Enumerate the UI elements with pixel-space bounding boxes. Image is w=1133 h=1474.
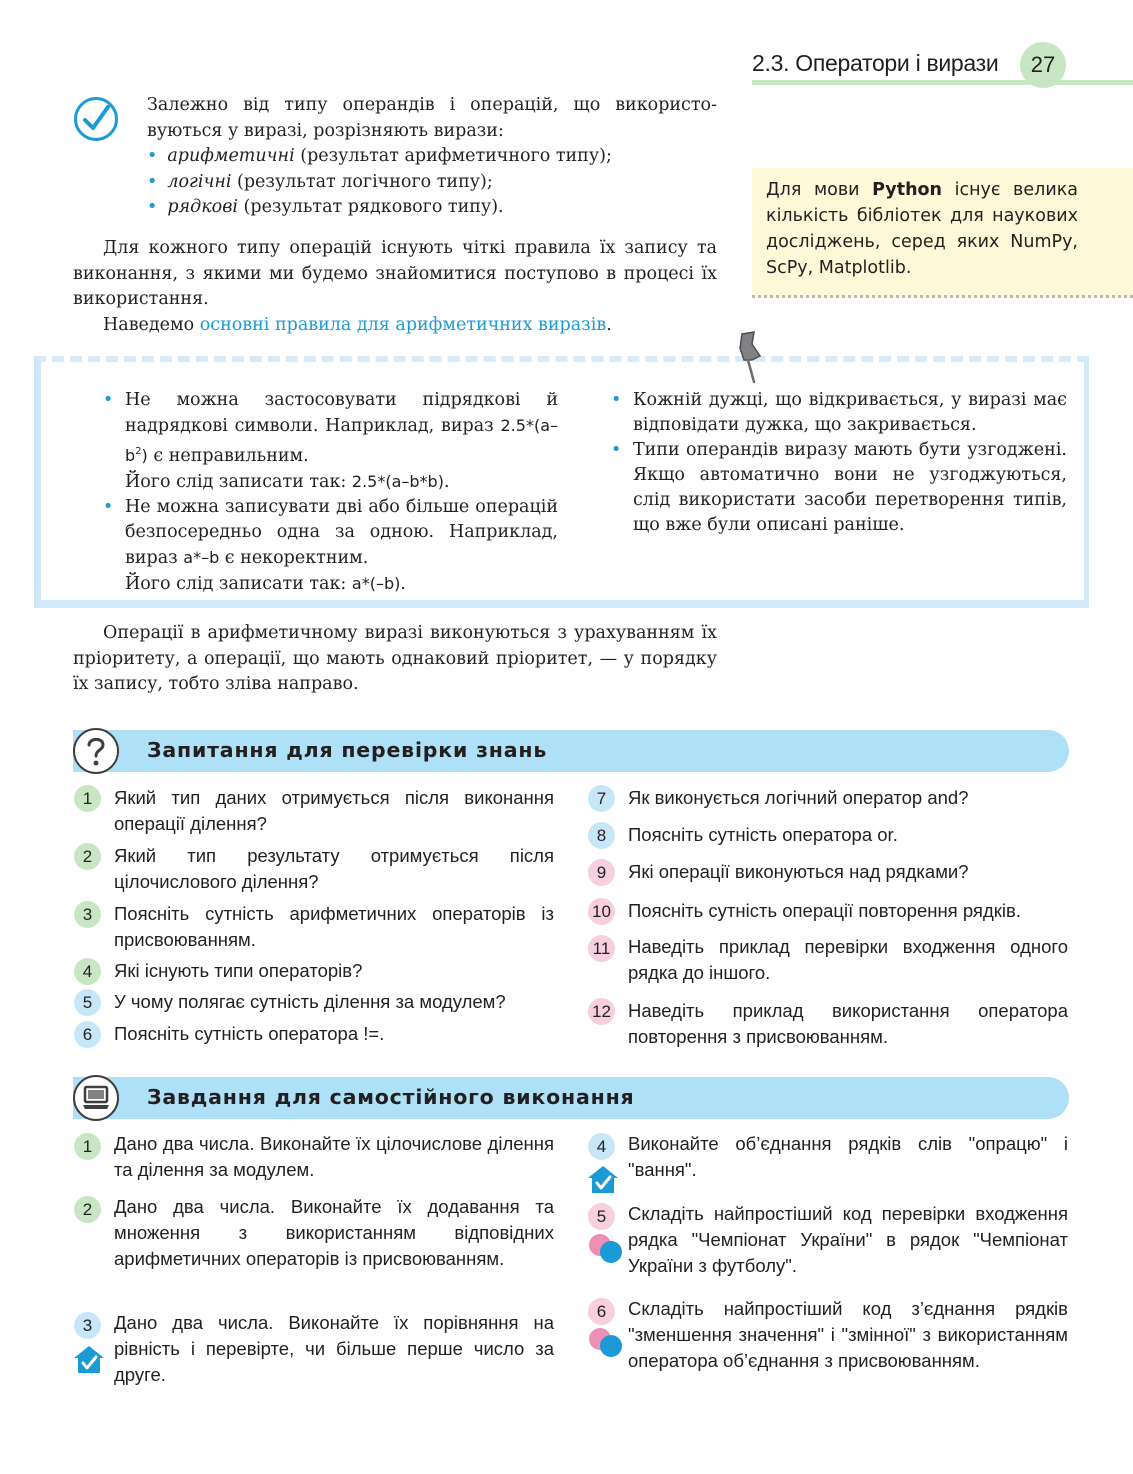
task-item: Дано два числа. Виконайте їх додавання та множення з використанням відповідних арифметичних операторів із присвоюванням. (114, 1196, 554, 1269)
task-number: 6 (588, 1298, 615, 1325)
question-item: У чому полягає сутність ділення за модулем? (114, 991, 506, 1012)
task-item: Складіть найпростіший код з’єднання рядків "зменшення значення" і "змінної" з використанням оператора об’єднання з присвоюванням. (628, 1298, 1068, 1371)
task-item: Складіть найпростіший код перевірки входження рядка "Чемпіонат України" в рядок "Чемпіонат України з футболу". (628, 1203, 1068, 1276)
intro-block (147, 93, 717, 221)
question-item: Наведіть приклад перевірки входження одного рядка до іншого. (628, 936, 1068, 983)
paragraph-rules-intro: Для кожного типу операцій існують чіткі правила їх запису та виконання, з якими ми будемо знайомитися поступово в процесі їх використання. Наведемо основні правила для арифметичних виразів. (73, 238, 717, 335)
questions-title: Запитання для перевірки знань (147, 738, 548, 762)
rules-left-column (103, 388, 558, 597)
intro-item: • логічні (результат логічного типу); (147, 171, 493, 192)
question-item: Які операції виконуються над рядками? (628, 861, 969, 882)
question-number: 2 (74, 843, 101, 870)
question-number: 12 (588, 998, 615, 1025)
question-item: Який тип даних отримується після виконання операції ділення? (114, 787, 554, 834)
check-circle-icon (73, 96, 119, 142)
intro-item: • рядкові (результат рядкового типу). (147, 197, 504, 217)
question-number: 5 (74, 989, 101, 1016)
page-number: 27 (1020, 42, 1066, 88)
question-item: Як виконується логічний оператор and? (628, 787, 969, 808)
paragraph-priority: Операції в арифметичному виразі виконуються з урахуванням їх пріоритету, а операції, що мають однаковий пріоритет, — у порядку їх запису, тобто зліва направо. (73, 623, 717, 694)
tasks-title: Завдання для самостійного виконання (147, 1085, 635, 1109)
question-item: Поясніть сутність оператора or. (628, 824, 898, 845)
question-number: 10 (588, 898, 615, 925)
question-number: 3 (74, 901, 101, 928)
question-number: 9 (588, 859, 615, 886)
task-number: 2 (74, 1196, 101, 1223)
intro-item: • арифметичні (результат арифметичного типу); (147, 146, 612, 166)
header-rule (752, 80, 1133, 85)
home-task-icon (72, 1343, 106, 1375)
question-number: 8 (588, 822, 615, 849)
question-item: Поясніть сутність арифметичних операторів із присвоюванням. (114, 903, 554, 950)
task-number: 3 (74, 1312, 101, 1339)
task-item: Виконайте об’єднання рядків слів "опрацю" і "вання". (628, 1133, 1068, 1180)
question-icon (73, 728, 119, 774)
rule-item: • Не можна записувати дві або більше операцій безпосередньо одна за одною. Наприклад, вираз a*–b є некоректним. Його слід записати так: a*(–b). (103, 496, 558, 594)
intro-lead-line1: Залежно від типу операндів і операцій, що використо- (147, 95, 717, 115)
task-number: 1 (74, 1133, 101, 1160)
rule-item: • Типи операндів виразу мають бути узгоджені. Якщо автоматично вони не узгоджуються, слід використати засоби перетворення типів, що вже були описані раніше. (611, 440, 1067, 535)
task-item: Дано два числа. Виконайте їх цілочислове ділення та ділення за модулем. (114, 1133, 554, 1180)
question-number: 7 (588, 785, 615, 812)
task-number: 5 (588, 1203, 615, 1230)
rule-item: • Не можна застосовувати підрядкові й надрядкові символи. Наприклад, вираз $2.5*(a-b^2)$ є неправильним. Його слід записати так: 2.5*(a–b*b). (103, 390, 558, 492)
question-item: Які існують типи операторів? (114, 960, 363, 981)
pair-work-icon (587, 1326, 623, 1358)
computer-icon (73, 1075, 119, 1121)
rule-item: • Кожній дужці, що відкривається, у виразі має відповідати дужка, що закривається. (611, 390, 1067, 435)
question-number: 1 (74, 785, 101, 812)
question-item: Поясніть сутність оператора !=. (114, 1023, 385, 1044)
task-number: 4 (588, 1133, 615, 1160)
question-number: 6 (74, 1021, 101, 1048)
question-number: 4 (74, 958, 101, 985)
rules-link: основні правила для арифметичних виразів (199, 314, 607, 335)
python-libraries-note: Для мови Python існує велика кількість бібліотек для наукових досліджень, серед яких NumPy, ScPy, Matplotlib. (752, 168, 1133, 298)
question-number: 11 (588, 935, 615, 962)
question-item: Поясніть сутність операції повторення рядків. (628, 900, 1021, 921)
home-task-icon (586, 1163, 620, 1195)
pair-work-icon (587, 1232, 623, 1264)
section-title: 2.3. Оператори і вирази (752, 50, 999, 76)
task-item: Дано два числа. Виконайте їх порівняння на рівність і перевірте, чи більше перше число за друге. (114, 1312, 554, 1385)
question-item: Наведіть приклад використання оператора повторення з присвоюванням. (628, 1000, 1068, 1047)
question-item: Який тип результату отримується після цілочислового ділення? (114, 845, 554, 892)
intro-lead-line2: вуються у виразі, розрізняють вирази: (147, 120, 504, 141)
rules-right-column (611, 388, 1067, 538)
pushpin-icon (730, 330, 770, 388)
